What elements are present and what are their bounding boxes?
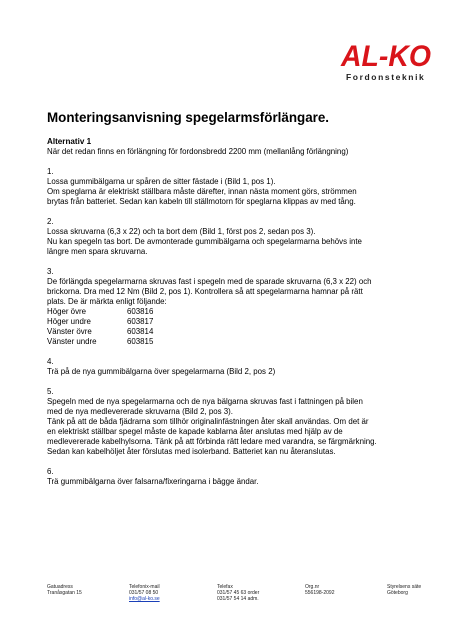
step-number: 4. [47, 357, 54, 366]
footer-fax-label: Telefax [217, 584, 233, 590]
step-3 [47, 267, 427, 347]
part-number: 603817 [127, 317, 154, 326]
parts-table [47, 307, 153, 347]
step-text-line: brickorna. Dra med 12 Nm (Bild 2, pos 1). Kontrollera så att spegelarmarna hamnar på rätt [47, 287, 363, 296]
alko-logo-mark [340, 38, 432, 70]
step-4 [47, 357, 427, 377]
step-text-line: medlevererade kabelhylsorna. Tänk på att förbinda rätt ledare med varandra, se färgmärkning. [47, 437, 377, 446]
step-text-line: Tänk på att de båda fjädrarna som tillhör originalinfästningen åter skall användas. Om det är [47, 417, 369, 426]
parts-row [47, 307, 153, 317]
footer-seat-label: Styrelsens säte [387, 584, 422, 590]
step-number: 5. [47, 387, 54, 396]
step-text-line: Spegeln med de nya spegelarmarna och de nya bälgarna skruvas fast i fattningen på bilen [47, 397, 363, 406]
footer-address [47, 584, 129, 602]
part-position: Höger övre [47, 307, 87, 316]
parts-row [47, 327, 153, 337]
step-text-line: brytas från batteriet. Sedan kan kabeln till ställmotorn för speglarna klippas av med tång. [47, 197, 356, 206]
step-text-line: Trä gummibälgarna över falsarna/fixeringarna i bägge ändar. [47, 477, 259, 486]
step-text-line: Lossa skruvarna (6,3 x 22) och ta bort dem (Bild 1, först pos 2, sedan pos 3). [47, 227, 316, 236]
footer-fax-adm: 031/57 54 14 adm. [217, 596, 259, 602]
step-number: 6. [47, 467, 54, 476]
step-number: 1. [47, 167, 54, 176]
part-number: 603814 [127, 327, 154, 336]
step-2 [47, 217, 427, 257]
part-position: Vänster övre [47, 327, 92, 336]
footer-fax [217, 584, 305, 602]
step-text-line: Sedan kan kabelhöljet åter förslutas med isolerband. Batteriet kan nu återanslutas. [47, 447, 336, 456]
steps-list [47, 167, 427, 487]
alko-logo [340, 38, 432, 84]
step-text-line: De förlängda spegelarmarna skruvas fast i spegeln med de sparade skruvarna (6,3 x 22) och [47, 277, 372, 286]
footer-seat [387, 584, 437, 602]
footer-address-value: Tranåsgatan 15 [47, 590, 82, 596]
step-text-line: Om speglarna är elektriskt ställbara måste därefter, innan nästa moment görs, strömmen [47, 187, 357, 196]
part-position: Höger undre [47, 317, 91, 326]
step-1 [47, 167, 427, 207]
document-title: Monteringsanvisning spegelarmsförlängare. [47, 110, 330, 125]
alternative-heading: Alternativ 1 [47, 137, 92, 146]
parts-row [47, 317, 153, 327]
step-6 [47, 467, 427, 487]
footer-orgnr-value: 556198-2092 [305, 590, 335, 596]
footer-address-label: Gatuadress [47, 584, 73, 590]
part-number: 603816 [127, 307, 154, 316]
document-body [47, 137, 427, 497]
logo-main-text: AL-KO [340, 40, 431, 70]
footer-fax-order: 031/57 45 63 order [217, 590, 260, 596]
step-number: 2. [47, 217, 54, 226]
step-text-line: Trä på de nya gummibälgarna över spegelarmarna (Bild 2, pos 2) [47, 367, 276, 376]
footer-seat-value: Göteborg [387, 590, 408, 596]
footer-orgnr-label: Org.nr [305, 584, 320, 590]
step-text-line: längre men spara skruvarna. [47, 247, 148, 256]
footer-phone-value: 031/57 08 50 [129, 590, 159, 596]
step-5 [47, 387, 427, 457]
step-text-line: Lossa gummibälgarna ur spåren de sitter fästade i (Bild 1, pos 1). [47, 177, 276, 186]
step-text-line: Nu kan spegeln tas bort. De avmonterade gummibälgarna och spegelarmarna behövs inte [47, 237, 362, 246]
parts-row [47, 337, 153, 347]
footer-phone-label: Telefonix-mail [129, 584, 160, 590]
footer-email-link[interactable]: info@al-ko.se [129, 596, 160, 602]
part-position: Vänster undre [47, 337, 97, 346]
part-number: 603815 [127, 337, 154, 346]
page-footer [47, 584, 437, 602]
footer-orgnr [305, 584, 387, 602]
alternative-intro: När det redan finns en förlängning för fordonsbredd 2200 mm (mellanlång förlängning) [47, 147, 349, 156]
step-text-line: en elektriskt ställbar spegel måste de kapade kablarna åter anslutas med hjälp av de [47, 427, 343, 436]
step-text-line: plats. De är märkta enligt följande: [47, 297, 167, 306]
logo-subtitle: Fordonsteknik [346, 72, 426, 82]
step-text-line: med de nya medlevererade skruvarna (Bild 2, pos 3). [47, 407, 233, 416]
footer-phone [129, 584, 217, 602]
step-number: 3. [47, 267, 54, 276]
